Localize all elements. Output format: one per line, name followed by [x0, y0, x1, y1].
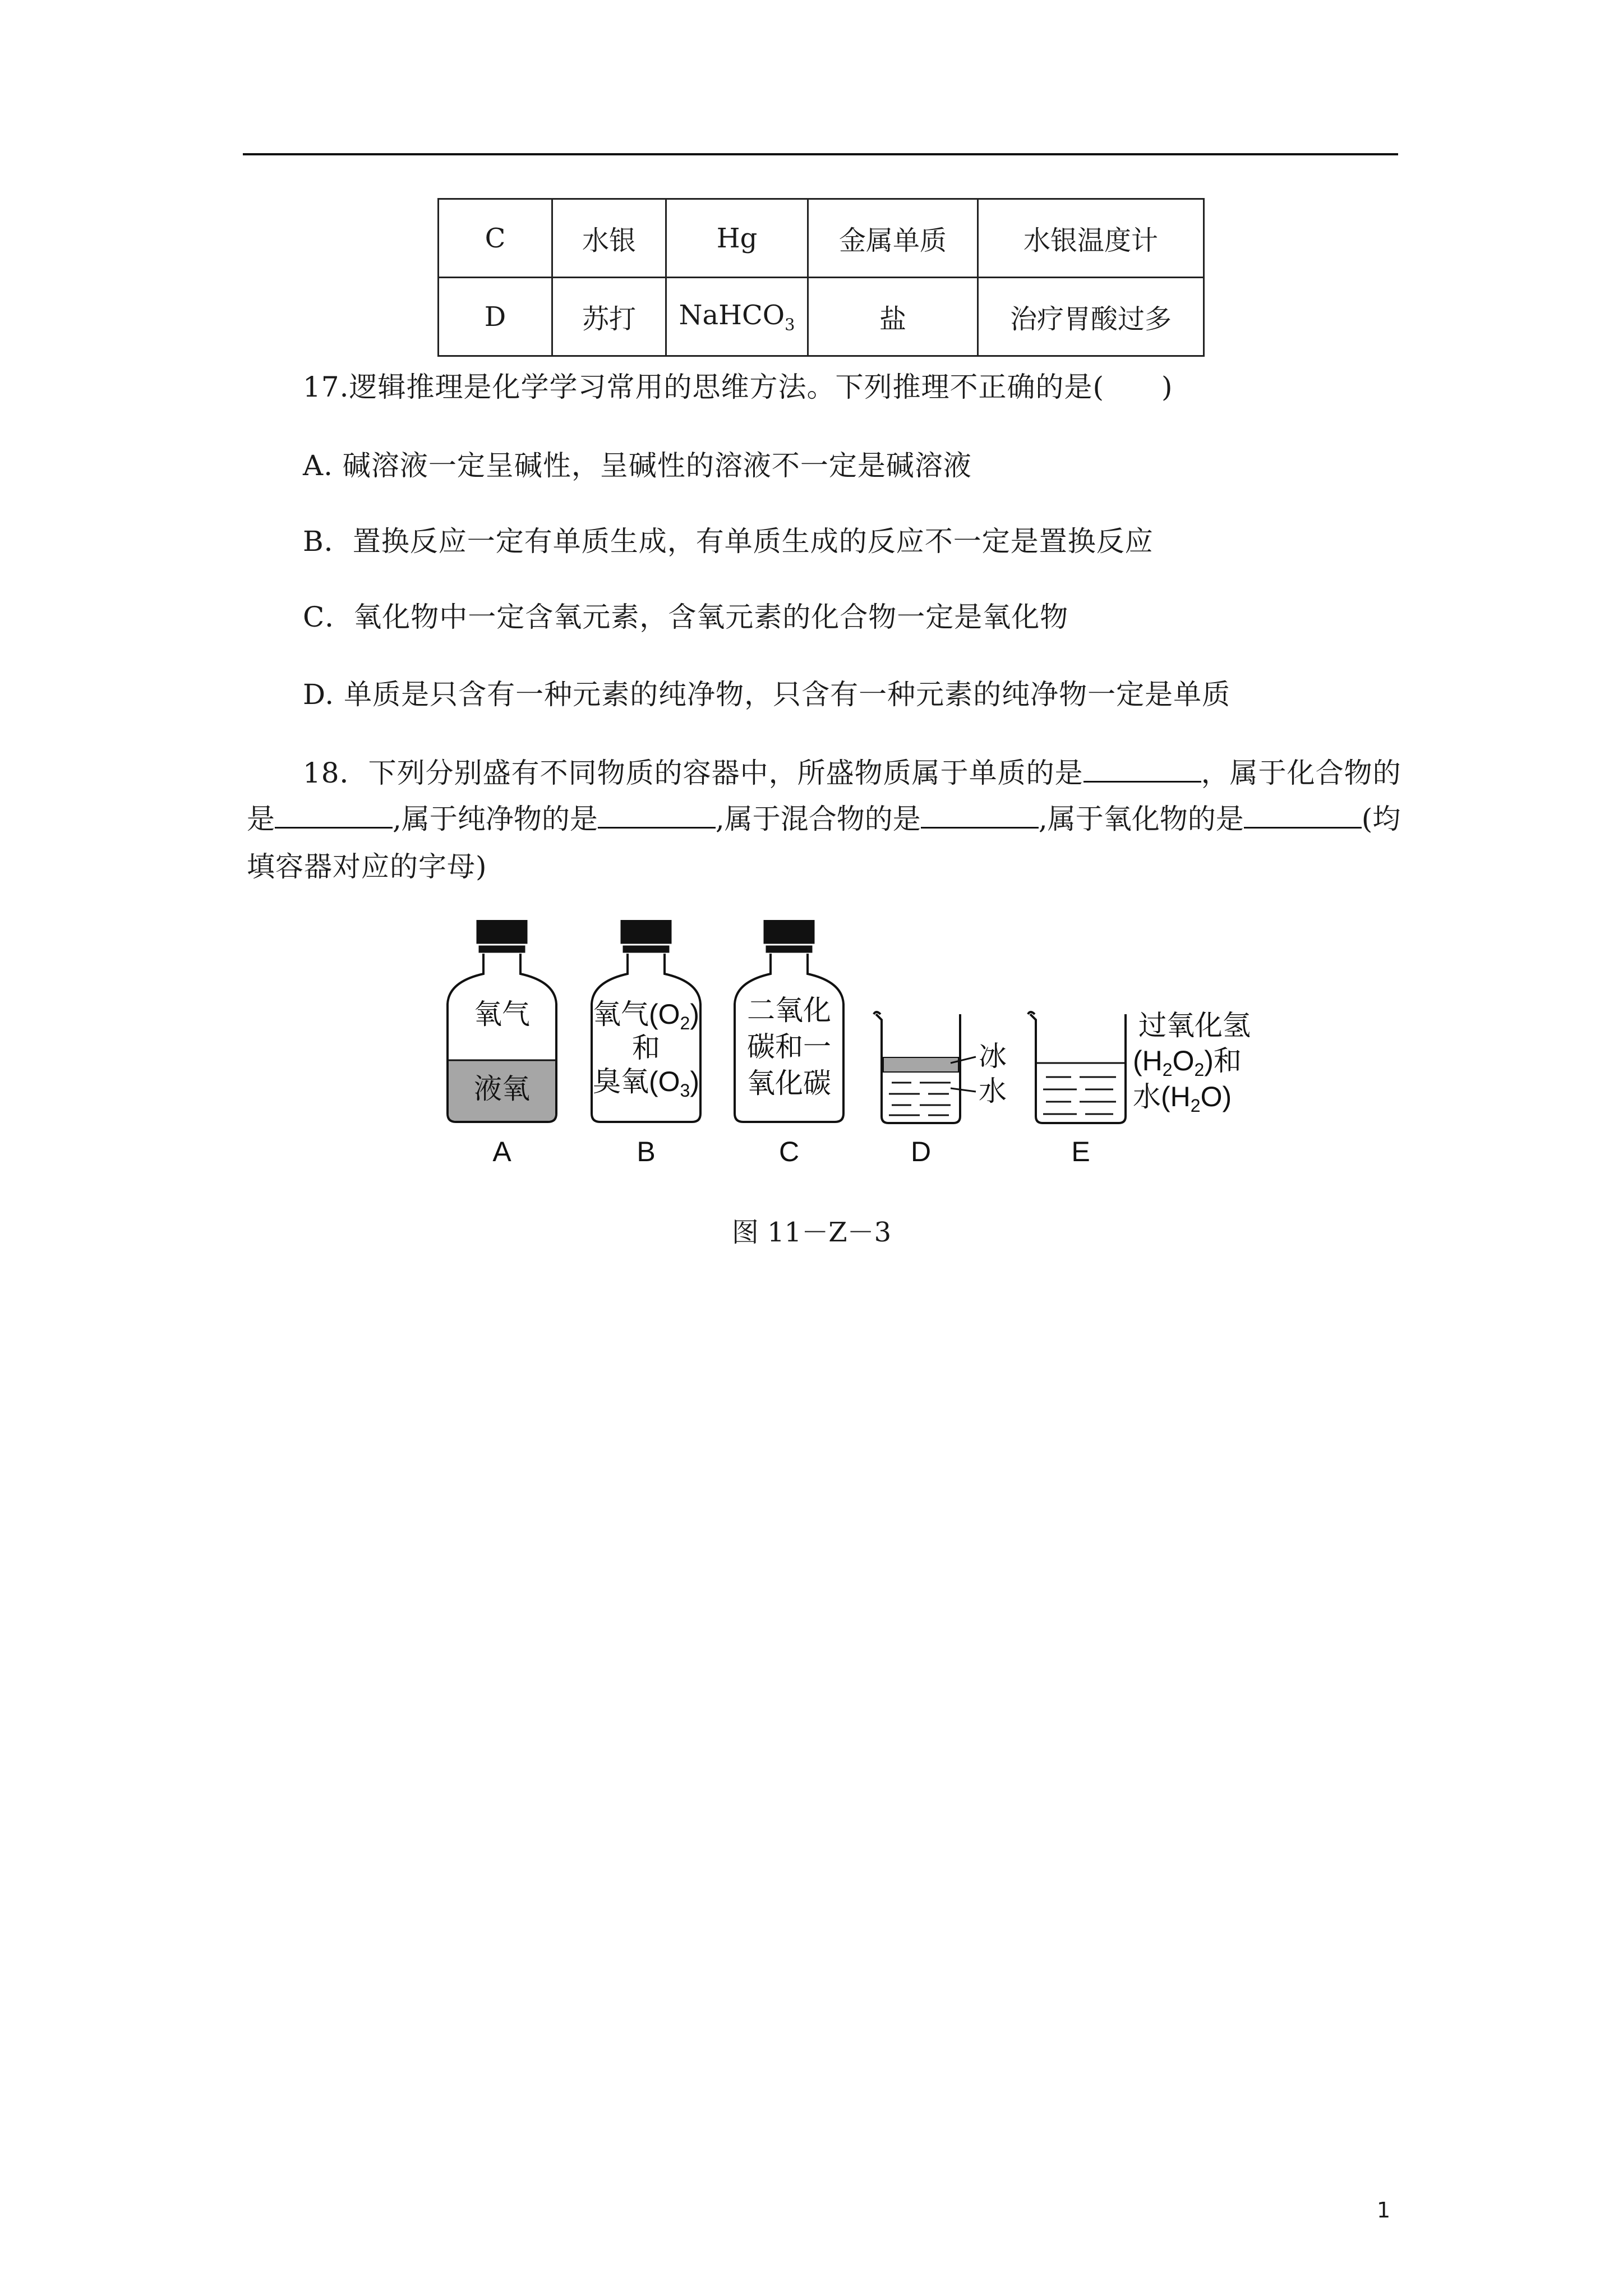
bottle-b-label: 氧气$(O_2)$ — [593, 999, 699, 1033]
q18-line-1 — [303, 751, 1401, 791]
cell-name: 苏打 — [552, 278, 666, 356]
bottle-c-label: 二氧化 — [747, 995, 831, 1026]
figure-caption: 图 11－Z－3 — [731, 1217, 892, 1248]
bottle-c-label: 碳和一 — [747, 1031, 831, 1062]
container-letter-e: E — [1071, 1136, 1090, 1167]
cell-formula — [666, 278, 808, 356]
formula-text: NaHCO — [679, 299, 785, 331]
table-row — [439, 199, 1204, 278]
q17-stem: 17.逻辑推理是化学学习常用的思维方法。下列推理不正确的是( ) — [303, 371, 1173, 403]
beaker-d-ice-label: 冰 — [979, 1041, 1007, 1072]
container-letter-d: D — [910, 1136, 932, 1167]
cell-label: D — [439, 278, 552, 356]
containers-figure — [437, 920, 1256, 1178]
answer-blank[interactable] — [275, 801, 393, 829]
answer-blank[interactable] — [598, 801, 716, 829]
bottle-a-liquid-label: 液氧 — [474, 1073, 530, 1105]
q18-text: 是 — [247, 803, 275, 835]
beaker-d-water-label: 水 — [979, 1075, 1007, 1107]
beaker-d — [874, 1012, 1007, 1167]
container-letter-c: C — [778, 1136, 800, 1167]
q18-text: (均 — [1361, 803, 1401, 835]
answer-blank[interactable] — [921, 801, 1039, 829]
q17-option-b: B．置换反应一定有单质生成，有单质生成的反应不一定是置换反应 — [303, 525, 1154, 558]
bottle-c — [735, 920, 843, 1167]
cell-category: 盐 — [808, 278, 978, 356]
q18-text: ,属于混合物的是 — [715, 803, 921, 835]
bottle-b-label: 和 — [632, 1032, 660, 1064]
page-number: 1 — [1377, 2198, 1391, 2223]
container-letter-a: A — [492, 1136, 511, 1167]
q18-line-2 — [247, 797, 1400, 837]
q17-option-a: A. 碱溶液一定呈碱性，呈碱性的溶液不一定是碱溶液 — [303, 449, 972, 482]
container-letter-b: B — [637, 1136, 656, 1167]
q18-line-3: 填容器对应的字母) — [247, 850, 487, 883]
q18-text: 18．下列分别盛有不同物质的容器中，所盛物质属于单质的是 — [303, 757, 1083, 789]
q17-option-c: C．氧化物中一定含氧元素，含氧元素的化合物一定是氧化物 — [303, 601, 1069, 633]
table-row — [439, 278, 1204, 356]
cell-formula: Hg — [666, 199, 808, 278]
answer-blank[interactable] — [1083, 755, 1201, 783]
header-rule — [243, 153, 1398, 155]
bottle-a — [448, 920, 556, 1167]
q18-text: ,属于纯净物的是 — [393, 803, 598, 835]
beaker-e-label: 水$(H_2O)$ — [1133, 1081, 1232, 1116]
cell-label: C — [439, 199, 552, 278]
q17-option-d: D. 单质是只含有一种元素的纯净物，只含有一种元素的纯净物一定是单质 — [303, 678, 1231, 711]
answer-blank[interactable] — [1244, 801, 1362, 829]
beaker-e-label: 过氧化氢 — [1138, 1010, 1251, 1041]
bottle-c-label: 氧化碳 — [747, 1068, 831, 1099]
bottle-b — [592, 920, 700, 1167]
bottle-b-label: 臭氧$(O_3)$ — [593, 1066, 699, 1101]
cell-use: 治疗胃酸过多 — [978, 278, 1204, 356]
q18-text: ，属于化合物的 — [1201, 757, 1401, 789]
cell-use: 水银温度计 — [978, 199, 1204, 278]
substance-table — [437, 198, 1205, 357]
cell-category: 金属单质 — [808, 199, 978, 278]
bottle-a-label: 氧气 — [474, 999, 530, 1030]
beaker-e — [1028, 1010, 1251, 1167]
cell-name: 水银 — [552, 199, 666, 278]
formula-subscript: 3 — [785, 315, 795, 334]
q18-text: ,属于氧化物的是 — [1038, 803, 1244, 835]
beaker-e-label: $(H_2O_2)$和 — [1133, 1045, 1242, 1080]
